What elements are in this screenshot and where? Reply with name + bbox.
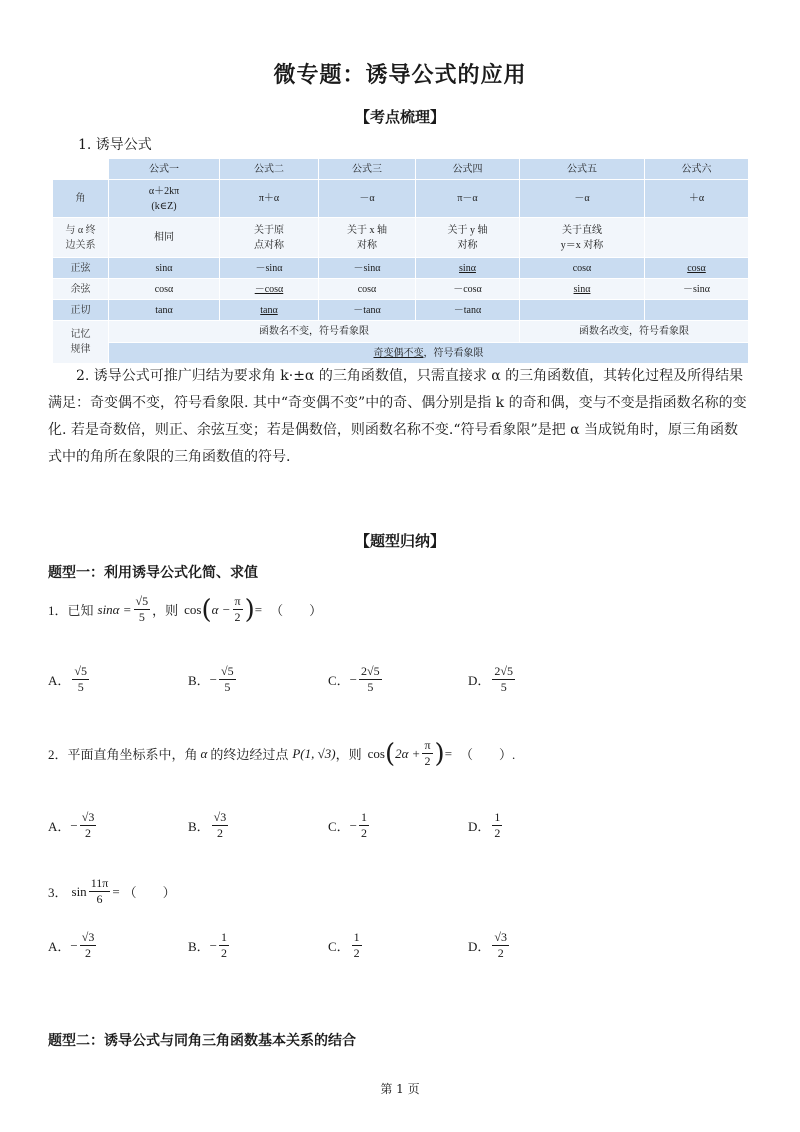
table-corner — [53, 159, 109, 180]
row-label — [53, 321, 109, 364]
table-cell — [319, 218, 416, 258]
table-row-relation — [53, 218, 749, 258]
question-2 — [48, 738, 515, 769]
frac-den: 2 — [353, 946, 360, 960]
row-label: 正弦 — [53, 258, 109, 279]
table-cell: tanα — [109, 300, 220, 321]
option-label: D． — [468, 819, 491, 834]
question-1 — [48, 594, 322, 625]
frac-den: 2 — [221, 946, 228, 960]
cell-line: 对称 — [457, 239, 478, 251]
frac-num: √3 — [81, 810, 95, 824]
option-c[interactable] — [328, 810, 468, 841]
cell-line: y＝x 对称 — [560, 239, 604, 251]
frac-num: 1 — [221, 930, 228, 944]
option-fraction — [359, 664, 382, 695]
frac-den: 5 — [138, 610, 145, 624]
table-cell: －α — [319, 180, 416, 218]
option-sign: − — [209, 671, 218, 687]
option-d[interactable] — [468, 664, 608, 695]
q2-mid: 的终边经过点 — [210, 747, 289, 762]
option-sign: − — [349, 817, 358, 833]
table-cell: π－α — [416, 180, 520, 218]
frac-num: √3 — [213, 810, 227, 824]
option-c[interactable] — [328, 664, 468, 695]
q3-prefix: 3． — [48, 885, 68, 900]
option-label: D． — [468, 673, 491, 688]
q1-eq: = — [254, 601, 263, 617]
table-cell: －cosα — [416, 279, 520, 300]
frac-den: 2 — [234, 610, 241, 624]
table-cell — [520, 300, 645, 321]
table-row-angle — [53, 180, 749, 218]
option-sign: − — [209, 937, 218, 953]
frac-den: 5 — [224, 680, 231, 694]
frac-den: 2 — [85, 946, 92, 960]
frac-num: 1 — [361, 810, 368, 824]
table-cell: sinα — [520, 279, 645, 300]
frac-num: 11π — [90, 876, 109, 890]
option-fraction — [492, 930, 509, 961]
table-cell: cosα — [319, 279, 416, 300]
frac-den: 5 — [77, 680, 84, 694]
q2-prefix: 2．平面直角坐标系中，角 — [48, 747, 198, 762]
q1-paren: （ ） — [270, 603, 323, 618]
question-3 — [48, 876, 176, 907]
paragraph-2: 2. 诱导公式可推广归结为要求角 k·±α 的三角函数值，只需直接求 α 的三角函数值，其转化过程及所得结果满足：奇变偶不变，符号看象限. 其中“奇变偶不变”中的奇、偶分别是指 k 的奇和偶，变与不变是指函数名称的变化. 若是奇数倍，则正、余弦互变；若是偶数倍，则函数名称不变.“符号看象限”是把 α 当成锐角时，原三角函数式中的角所在象限的三角函数值的符号. — [48, 368, 747, 465]
option-fraction — [80, 930, 97, 961]
option-a[interactable] — [48, 664, 188, 695]
option-b[interactable] — [188, 664, 328, 695]
label-line: 规律 — [70, 344, 91, 355]
paren-left: ( — [201, 594, 212, 625]
q1-mid: ，则 — [152, 603, 179, 618]
q2-alpha: α — [200, 745, 208, 761]
table-cell: 相同 — [109, 218, 220, 258]
frac-num: π — [424, 738, 431, 752]
option-d[interactable] — [468, 810, 608, 841]
page-title: 微专题：诱导公式的应用 — [273, 63, 527, 88]
q2-paren: （ ）. — [460, 747, 516, 762]
cell-line: (k∈Z) — [151, 200, 177, 212]
table-cell — [645, 218, 749, 258]
paren-left: ( — [384, 738, 396, 769]
cell-line: 关于 x 轴 — [347, 224, 387, 236]
option-d[interactable] — [468, 930, 608, 961]
frac-den: 2 — [216, 826, 223, 840]
table-cell: cosα — [645, 258, 749, 279]
option-b[interactable] — [188, 930, 328, 961]
option-fraction — [80, 810, 97, 841]
table-cell: tanα — [220, 300, 319, 321]
q3-eq: = — [112, 883, 120, 899]
option-fraction — [492, 664, 515, 695]
item1-heading: 1. 诱导公式 — [78, 137, 152, 153]
frac-den: 2 — [494, 826, 501, 840]
table-cell — [520, 218, 645, 258]
q2-inner: 2α + — [395, 745, 421, 761]
table-cell: －tanα — [416, 300, 520, 321]
cell-line: 关于 y 轴 — [447, 224, 488, 236]
cell-line: 关于原 — [254, 224, 284, 236]
option-label: C． — [328, 819, 350, 834]
q3-paren: （ ） — [123, 885, 176, 900]
table-cell: π＋α — [220, 180, 319, 218]
frac-den: 2 — [85, 826, 92, 840]
frac-den: 5 — [367, 680, 374, 694]
table-cell — [220, 218, 319, 258]
question-type-2: 题型二：诱导公式与同角三角函数基本关系的结合 — [48, 1033, 356, 1049]
frac-den: 6 — [96, 892, 103, 906]
table-header: 公式一 — [109, 159, 220, 180]
option-a[interactable] — [48, 810, 188, 841]
table-cell: ＋α — [645, 180, 749, 218]
option-label: B． — [188, 819, 210, 834]
q1-fraction — [134, 594, 151, 625]
q1-cos: cos — [184, 601, 202, 617]
q1-inner: α − — [211, 601, 231, 617]
table-cell: －α — [520, 180, 645, 218]
frac-num: √5 — [221, 664, 234, 678]
section-heading-review: 【考点梳理】 — [354, 108, 445, 126]
row-label: 余弦 — [53, 279, 109, 300]
frac-num: √3 — [81, 930, 95, 944]
label-line: 与 α 终 — [65, 224, 96, 236]
question-type-1: 题型一：利用诱导公式化简、求值 — [48, 565, 258, 581]
table-cell: －cosα — [220, 279, 319, 300]
paren-right: ) — [244, 594, 255, 625]
q3-sin: sin — [71, 883, 87, 899]
cell-line: 关于直线 — [562, 224, 602, 236]
table-cell: sinα — [109, 258, 220, 279]
memo-rest: ，符号看象限 — [423, 347, 484, 359]
paren-right: ) — [434, 738, 445, 769]
table-cell — [416, 218, 520, 258]
frac-num: √5 — [74, 664, 87, 678]
section-heading-types: 【题型归纳】 — [354, 532, 445, 550]
cell-line: 点对称 — [254, 239, 284, 251]
option-fraction — [219, 930, 229, 961]
question-3-options — [48, 930, 748, 961]
row-label: 正切 — [53, 300, 109, 321]
label-line: 边关系 — [65, 239, 96, 251]
table-row-tangent — [53, 300, 749, 321]
question-2-options — [48, 810, 748, 841]
frac-num: 1 — [494, 810, 501, 824]
table-cell: －sinα — [319, 258, 416, 279]
frac-num: π — [234, 594, 241, 608]
memo-underlined: 奇变偶不变 — [373, 347, 424, 359]
label-line: 记忆 — [70, 329, 91, 340]
q2-mid2: ，则 — [335, 747, 362, 762]
table-cell: cosα — [520, 258, 645, 279]
frac-num: 1 — [353, 930, 360, 944]
option-b[interactable] — [188, 810, 328, 841]
frac-den: 2 — [361, 826, 368, 840]
q1-pi-fraction — [233, 594, 243, 625]
option-label: A． — [48, 939, 71, 954]
frac-num: 2√5 — [494, 664, 513, 678]
table-row-memo-summary — [53, 343, 749, 364]
row-label: 角 — [53, 180, 109, 218]
memo-left: 函数名不变，符号看象限 — [109, 321, 520, 343]
table-header: 公式六 — [645, 159, 749, 180]
table-cell: cosα — [109, 279, 220, 300]
frac-den: 5 — [500, 680, 507, 694]
q3-fraction — [89, 876, 111, 907]
option-fraction — [492, 810, 502, 841]
option-a[interactable] — [48, 930, 188, 961]
frac-num: 2√5 — [361, 664, 380, 678]
table-cell: sinα — [416, 258, 520, 279]
table-header: 公式三 — [319, 159, 416, 180]
q2-pi-fraction — [422, 738, 432, 769]
q2-point: P(1, √3) — [292, 745, 336, 761]
option-sign: − — [70, 937, 78, 953]
option-label: A． — [48, 673, 71, 688]
table-cell — [109, 180, 220, 218]
induction-formula-table — [52, 158, 749, 364]
question-1-options — [48, 664, 748, 695]
option-fraction — [219, 664, 236, 695]
cell-line: α＋2kπ — [148, 185, 180, 197]
option-fraction — [352, 930, 362, 961]
frac-den: 2 — [497, 946, 504, 960]
q1-prefix: 1．已知 — [48, 603, 94, 618]
option-fraction — [72, 664, 89, 695]
option-label: C． — [328, 939, 350, 954]
row-label — [53, 218, 109, 258]
memo-right: 函数名改变，符号看象限 — [520, 321, 749, 343]
frac-num: √5 — [135, 594, 149, 608]
option-label: D． — [468, 939, 491, 954]
option-label: A． — [48, 819, 71, 834]
table-header-row — [53, 159, 749, 180]
cell-line: 对称 — [357, 239, 377, 251]
option-label: C． — [328, 673, 350, 688]
option-label: B． — [188, 939, 210, 954]
option-c[interactable] — [328, 930, 468, 961]
q1-sin: sinα = — [97, 601, 132, 617]
table-row-sine — [53, 258, 749, 279]
table-row-memo — [53, 321, 749, 343]
table-header: 公式二 — [220, 159, 319, 180]
option-fraction — [359, 810, 369, 841]
table-cell: －sinα — [220, 258, 319, 279]
table-cell — [645, 300, 749, 321]
frac-den: 2 — [424, 754, 431, 768]
page-number: 第 1 页 — [380, 1082, 420, 1096]
table-row-cosine — [53, 279, 749, 300]
table-header: 公式四 — [416, 159, 520, 180]
option-sign: − — [349, 671, 358, 687]
table-cell: －tanα — [319, 300, 416, 321]
memo-bottom — [109, 343, 749, 364]
option-fraction — [212, 810, 229, 841]
q2-cos: cos — [367, 745, 385, 761]
table-header: 公式五 — [520, 159, 645, 180]
option-sign: − — [70, 817, 78, 833]
q2-eq: = — [444, 745, 453, 761]
frac-num: √3 — [494, 930, 507, 944]
table-cell: －sinα — [645, 279, 749, 300]
option-label: B． — [188, 673, 210, 688]
